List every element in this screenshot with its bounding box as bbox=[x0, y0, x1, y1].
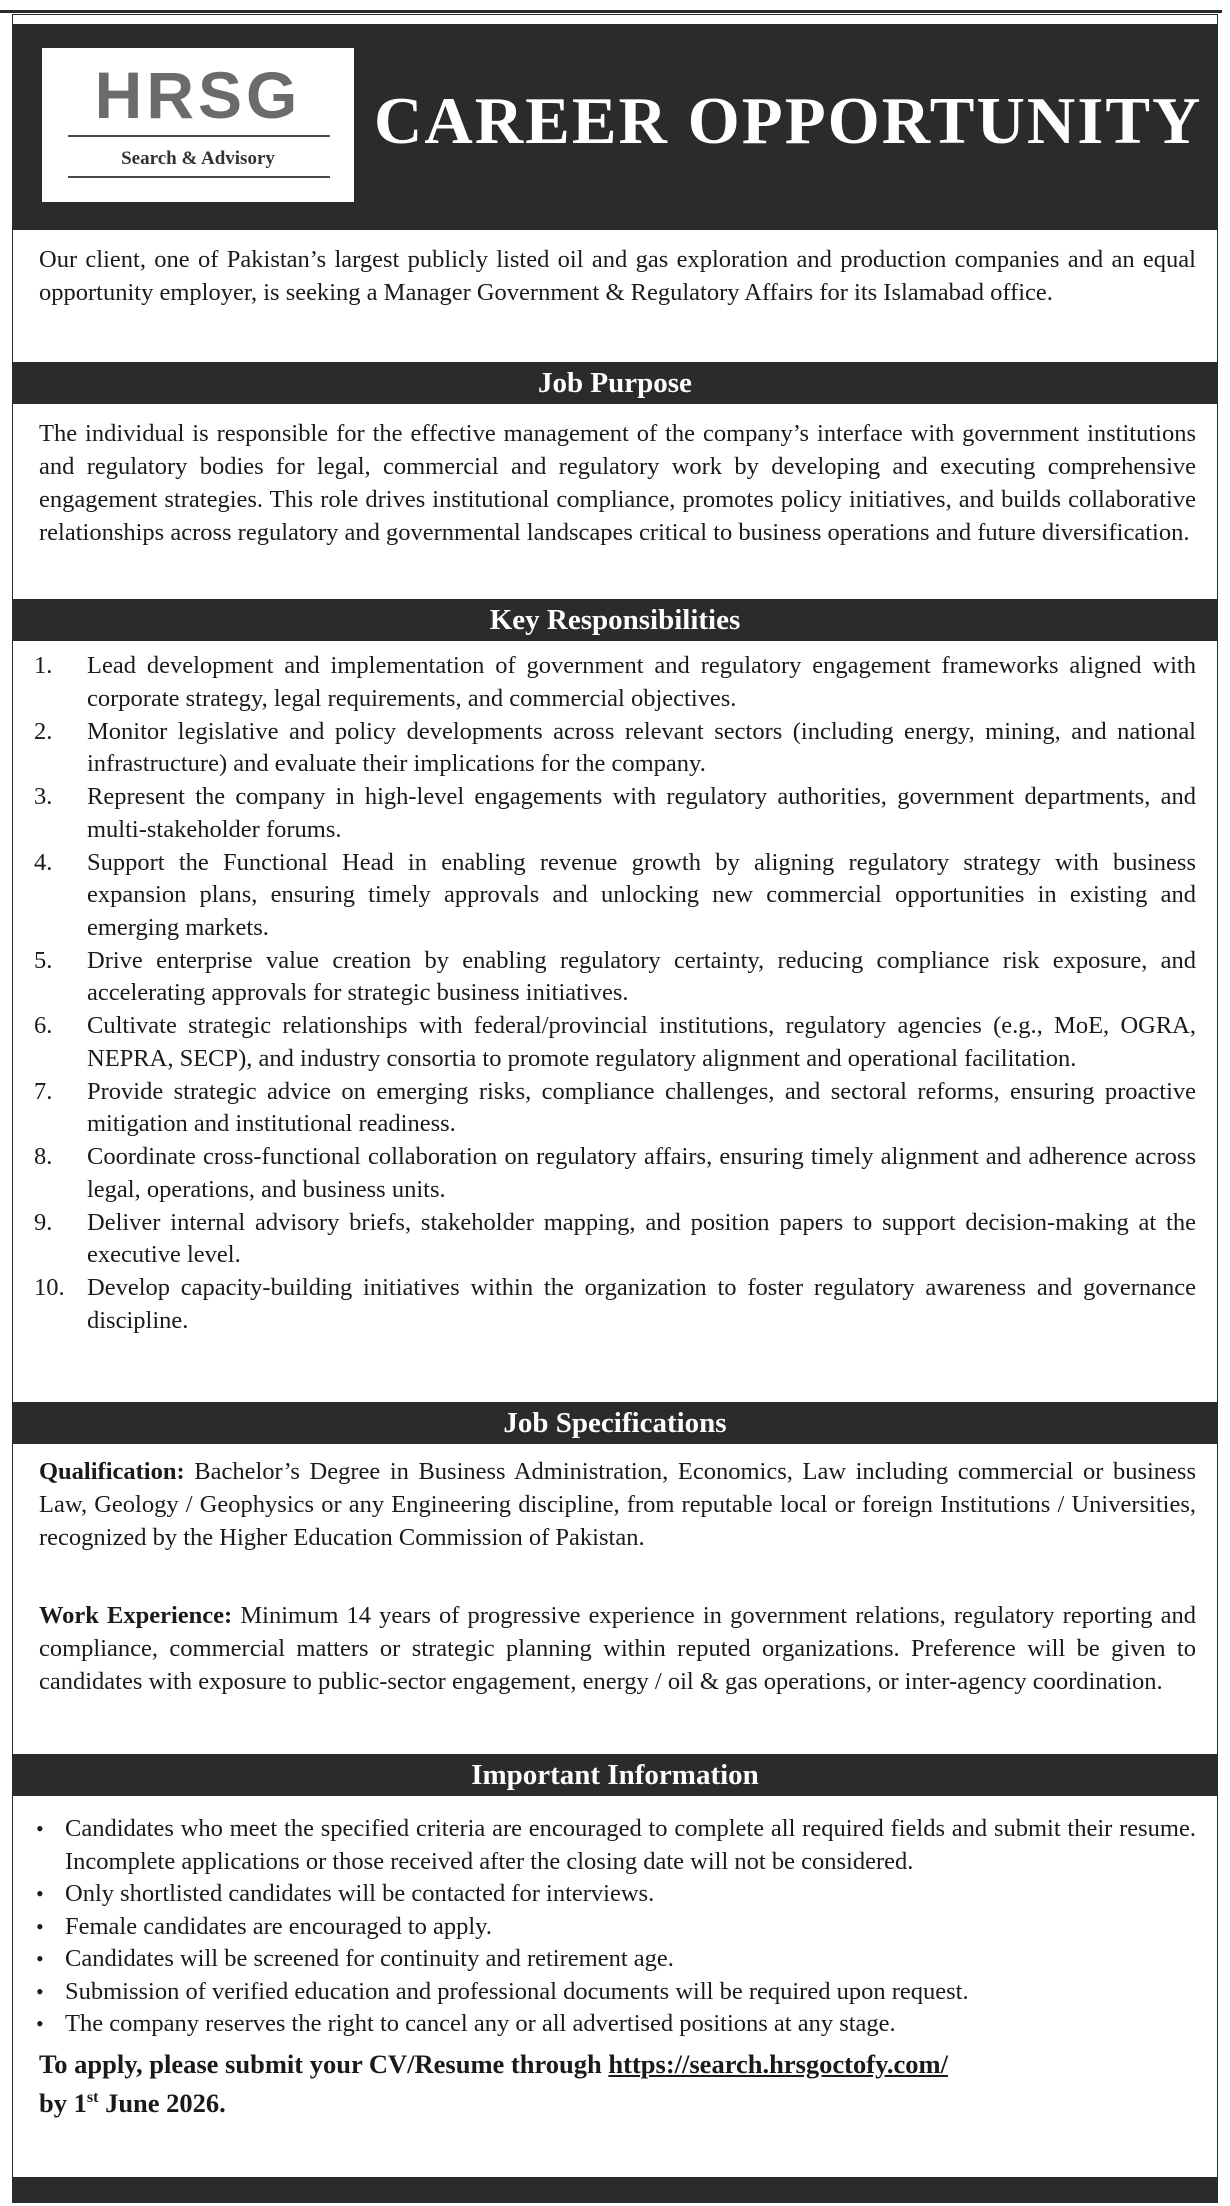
list-item bbox=[36, 1911, 1196, 1944]
list-item bbox=[34, 650, 1196, 715]
list-text: Deliver internal advisory briefs, stakeholder mapping, and position papers to support decision-making at the executive level. bbox=[87, 1208, 1196, 1268]
list-text: Provide strategic advice on emerging risks, compliance challenges, and sectoral reforms, ensuring proactive mitigation and institutional readiness. bbox=[87, 1077, 1196, 1137]
logo-rule-top bbox=[68, 135, 330, 137]
list-number: 6. bbox=[34, 1012, 53, 1039]
list-number: 8. bbox=[34, 1143, 53, 1170]
list-item bbox=[34, 1076, 1196, 1141]
header-banner bbox=[12, 24, 1218, 230]
intro-paragraph: Our client, one of Pakistan’s largest publicly listed oil and gas exploration and production companies and an equal opportunity employer, is seeking a Manager Government & Regulatory Affairs for its Islamabad office. bbox=[39, 246, 1196, 306]
page-title: CAREER OPPORTUNITY bbox=[374, 84, 1203, 158]
logo-tagline: Search & Advisory bbox=[121, 148, 275, 169]
list-item bbox=[34, 847, 1196, 945]
list-text: Develop capacity-building initiatives within the organization to foster regulatory awareness and governance discipline. bbox=[87, 1274, 1196, 1334]
apply-link[interactable]: https://search.hrsgoctofy.com/ bbox=[608, 2049, 948, 2079]
experience-paragraph bbox=[39, 1599, 1196, 1698]
bullet-icon: • bbox=[36, 1978, 44, 2004]
bullet-icon: • bbox=[36, 2011, 44, 2036]
list-item bbox=[34, 781, 1196, 846]
list-text: Coordinate cross-functional collaboration on regulatory affairs, ensuring timely alignment and adherence across legal, operations, and business units. bbox=[87, 1143, 1196, 1203]
apply-by: by 1 bbox=[39, 2087, 87, 2118]
qualification-paragraph bbox=[39, 1455, 1196, 1554]
experience-label: Work Experience: bbox=[39, 1602, 233, 1629]
list-number: 5. bbox=[34, 946, 53, 974]
apply-instructions bbox=[39, 2048, 1196, 2120]
list-text: Candidates who meet the specified criteria are encouraged to complete all required fields and submit their resume. Incomplete applications or those received after the closing date will not be considered. bbox=[65, 1815, 1196, 1875]
important-information-list bbox=[36, 1813, 1196, 2041]
list-item bbox=[34, 1141, 1196, 1206]
date-ordinal: st bbox=[86, 2089, 99, 2106]
list-text: Lead development and implementation of government and regulatory engagement frameworks aligned with corporate strategy, legal requirements, and commercial objectives. bbox=[87, 652, 1196, 712]
bullet-icon: • bbox=[36, 1881, 44, 1906]
key-responsibilities-heading: Key Responsibilities bbox=[12, 599, 1218, 641]
list-item bbox=[34, 716, 1196, 781]
apply-prefix: To apply, please submit your CV/Resume through bbox=[39, 2049, 609, 2079]
list-item bbox=[34, 1207, 1196, 1272]
list-text: Monitor legislative and policy developments across relevant sectors (including energy, mining, and national infrastructure) and evaluate their implications for the company. bbox=[87, 717, 1196, 777]
list-number: 9. bbox=[34, 1208, 53, 1236]
list-item bbox=[34, 1272, 1196, 1337]
list-item bbox=[36, 1878, 1196, 1911]
list-number: 3. bbox=[34, 783, 53, 810]
job-specifications-heading: Job Specifications bbox=[12, 1402, 1218, 1444]
list-item bbox=[34, 945, 1196, 1010]
list-text: Support the Functional Head in enabling revenue growth by aligning regulatory strategy with business expansion plans, ensuring timely approvals and unlocking new commercial opportunities in existing and emerging markets. bbox=[87, 848, 1196, 941]
logo-rule-bottom bbox=[68, 176, 330, 178]
bullet-icon: • bbox=[36, 1913, 44, 1939]
important-information-heading: Important Information bbox=[12, 1754, 1218, 1796]
list-text: Submission of verified education and professional documents will be required upon request. bbox=[65, 1977, 969, 2005]
list-text: Female candidates are encouraged to apply. bbox=[65, 1912, 492, 1940]
qualification-label: Qualification: bbox=[39, 1458, 185, 1485]
bullet-icon: • bbox=[36, 1816, 44, 1841]
footer-bar bbox=[12, 2177, 1218, 2203]
list-text: Only shortlisted candidates will be contacted for interviews. bbox=[65, 1880, 655, 1907]
qualification-text: Bachelor’s Degree in Business Administration, Economics, Law including commercial or business Law, Geology / Geophysics or any Engineering discipline, from reputable local or foreign Institutions / Universities, recognized by the Higher Education Commission of Pakistan. bbox=[39, 1458, 1196, 1551]
list-number: 4. bbox=[34, 848, 53, 876]
apply-date: June 2026. bbox=[98, 2087, 226, 2118]
list-item bbox=[34, 1010, 1196, 1075]
list-text: The company reserves the right to cancel any or all advertised positions at any stage. bbox=[65, 2010, 896, 2037]
top-rule bbox=[0, 10, 1222, 13]
bullet-icon: • bbox=[36, 1946, 44, 1971]
list-number: 1. bbox=[34, 652, 53, 679]
list-item bbox=[36, 1813, 1196, 1878]
list-text: Cultivate strategic relationships with federal/provincial institutions, regulatory agencies (e.g., MoE, OGRA, NEPRA, SECP), and industry consortia to promote regulatory alignment and operational facilitation. bbox=[87, 1012, 1196, 1072]
logo-wordmark: HRSG bbox=[94, 58, 302, 132]
list-number: 10. bbox=[34, 1274, 65, 1301]
list-number: 7. bbox=[34, 1077, 53, 1105]
list-item bbox=[36, 2008, 1196, 2041]
list-item bbox=[36, 1943, 1196, 1976]
responsibilities-list bbox=[34, 650, 1196, 1338]
list-text: Drive enterprise value creation by enabling regulatory certainty, reducing compliance risk exposure, and accelerating approvals for strategic business initiatives. bbox=[87, 946, 1196, 1006]
experience-text: Minimum 14 years of progressive experience in government relations, regulatory reporting and compliance, commercial matters or strategic planning within reputed organizations. Preference will be given to candidates with exposure to public-sector engagement, energy / oil & gas operations, or inter-agency coordination. bbox=[39, 1602, 1197, 1695]
list-text: Candidates will be screened for continuity and retirement age. bbox=[65, 1945, 674, 1972]
list-item bbox=[36, 1976, 1196, 2009]
hrsg-logo bbox=[42, 48, 354, 202]
job-purpose-text: The individual is responsible for the effective management of the company’s interface with government institutions and regulatory bodies for legal, commercial and regulatory work by developing and executing comprehensive engagement strategies. This role drives institutional compliance, promotes policy initiatives, and builds collaborative relationships across regulatory and governmental landscapes critical to business operations and future diversification. bbox=[39, 420, 1196, 546]
list-number: 2. bbox=[34, 717, 53, 745]
job-purpose-heading: Job Purpose bbox=[12, 362, 1218, 404]
list-text: Represent the company in high-level engagements with regulatory authorities, government departments, and multi-stakeholder forums. bbox=[87, 783, 1196, 843]
